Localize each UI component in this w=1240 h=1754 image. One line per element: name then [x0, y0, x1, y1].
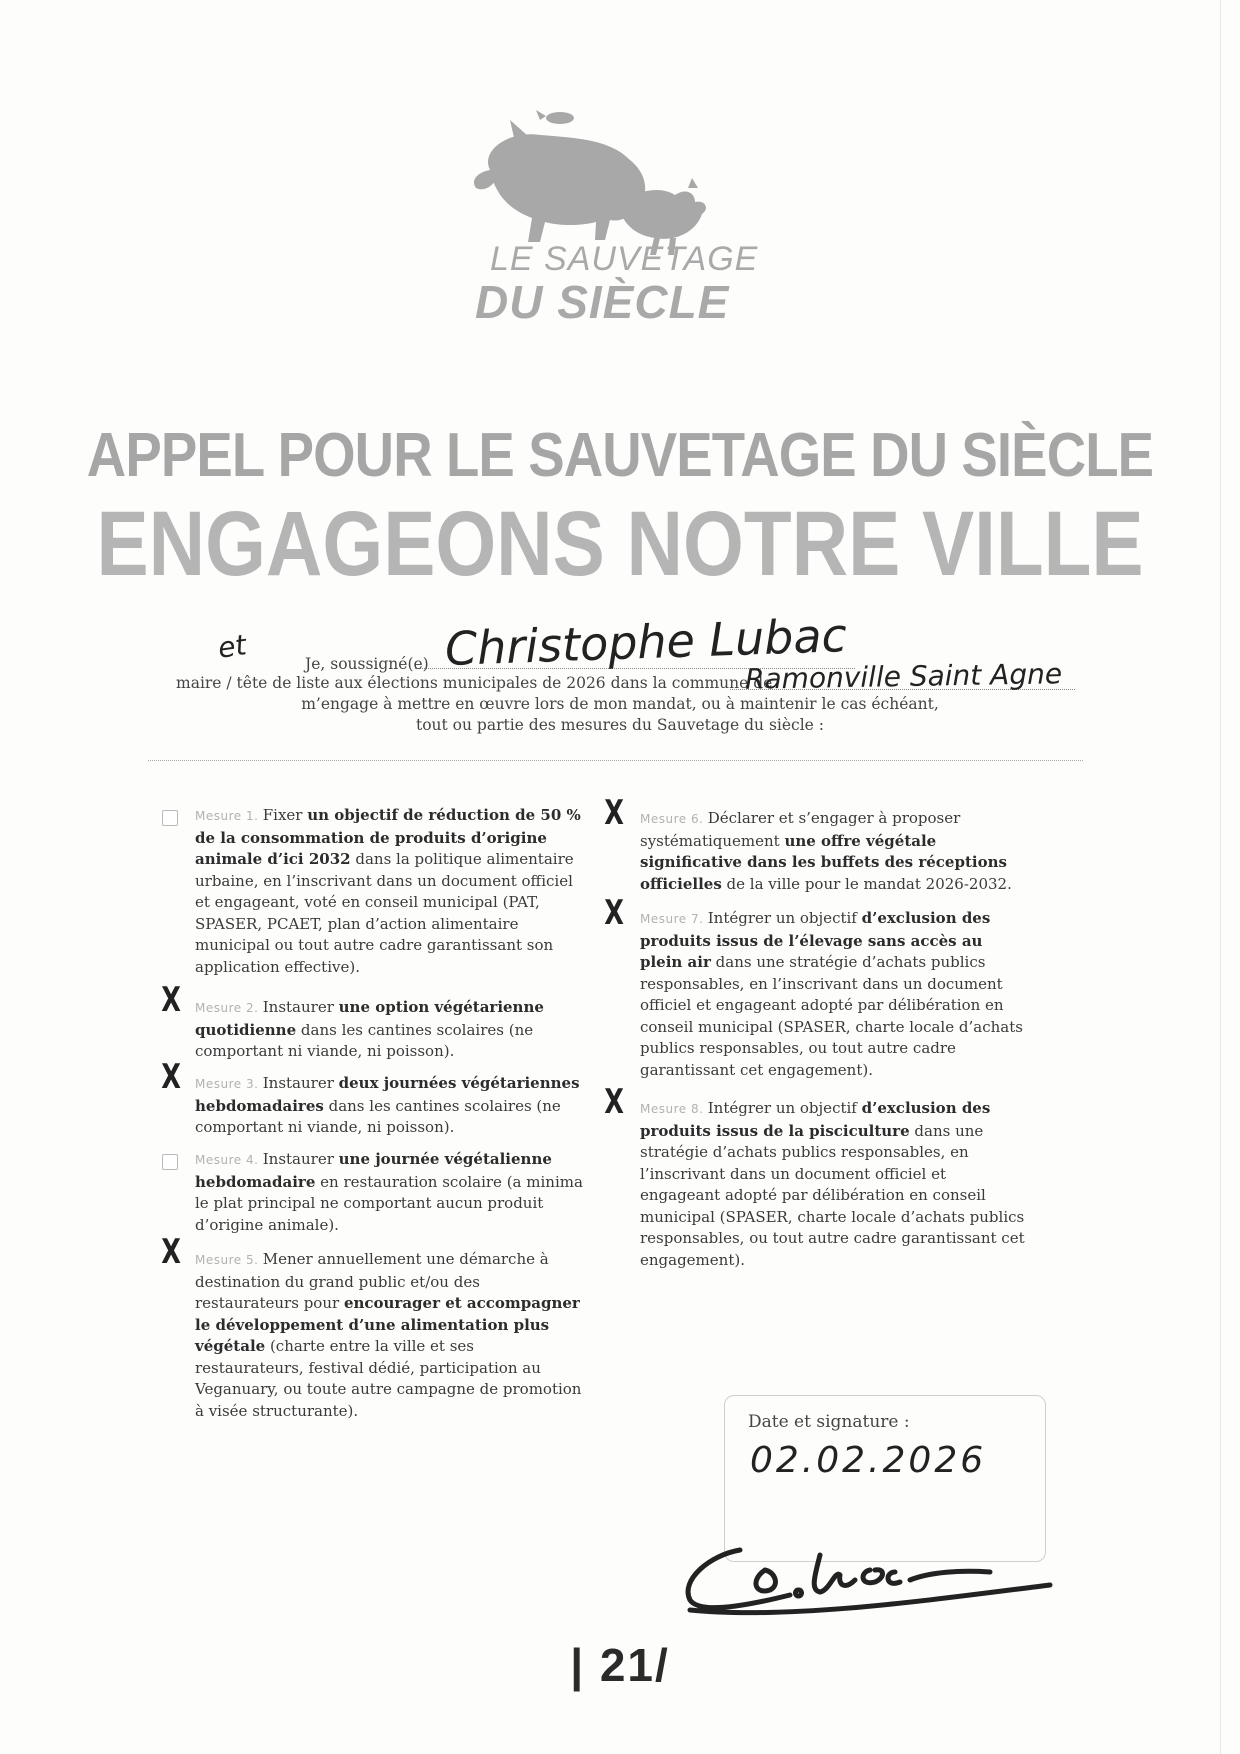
measure-number: Mesure 8.	[640, 1102, 708, 1116]
handwritten-et: et	[215, 628, 249, 665]
engagement-line-2: tout ou partie des mesures du Sauvetage du siècle :	[415, 716, 825, 734]
measure-number: Mesure 4.	[195, 1153, 263, 1167]
check-x-mark-icon[interactable]: X	[604, 893, 624, 933]
measure-emphasis: un objectif de réduction de 50 % de la consommation de produits d’origine animale d’ici 2032	[195, 806, 581, 868]
measure-text: dans les cantines scolaires (ne comportant ni viande, ni poisson).	[195, 1096, 561, 1136]
measure-text: dans la politique alimentaire urbaine, en l’inscrivant dans un document officiel et engageant, voté en conseil municipal (PAT, SPASER, PCAET, plan d’action alimentaire municipal ou tout autre cadre garantissant son application effective).	[195, 850, 574, 976]
logo-text-line-2: DU SIÈCLE	[475, 276, 730, 328]
measure-number: Mesure 3.	[195, 1077, 263, 1091]
measure-emphasis: une option végétarienne quotidienne	[195, 998, 544, 1039]
measure-text: Mener annuellement une démarche à destination du grand public et/ou des restaurateurs pour	[195, 1250, 549, 1312]
measure-1	[195, 805, 585, 978]
checkbox-empty[interactable]	[162, 1154, 178, 1170]
measure-2	[195, 997, 585, 1063]
measure-number: Mesure 5.	[195, 1253, 263, 1267]
measure-text: en restauration scolaire (a minima le plat principal ne comportant aucun produit d’origine animale).	[195, 1172, 583, 1234]
engagement-line: m’engage à mettre en œuvre lors de mon mandat, ou à maintenir le cas échéant,	[301, 695, 939, 713]
measure-6	[640, 808, 1025, 895]
checkbox-empty[interactable]	[162, 810, 178, 826]
check-x-mark-icon[interactable]: X	[161, 1232, 181, 1272]
logo-text-line-1: LE SAUVETAGE	[490, 240, 759, 278]
title-line-2: ENGAGEONS NOTRE VILLE	[96, 493, 1144, 595]
scan-edge-line	[1220, 0, 1221, 1754]
measure-emphasis: d’exclusion des produits issus de la pisciculture	[640, 1099, 991, 1140]
measure-text: dans une stratégie d’achats publics responsables, en l’inscrivant dans un document officiel et engageant adopté par délibération en conseil municipal (SPASER, charte locale d’achats publics responsables, ou tout autre cadre garantissant cet engagement).	[640, 1121, 1025, 1269]
page-number: | 21/	[570, 1639, 670, 1691]
handwritten-commune: Ramonville Saint Agne	[744, 657, 1063, 696]
measure-emphasis: d’exclusion des produits issus de l’élevage sans accès au plein air	[640, 909, 991, 971]
measure-text: Instaurer	[262, 1150, 339, 1168]
measure-5	[195, 1249, 585, 1422]
handwritten-signature	[670, 1510, 1070, 1620]
soussigne-label: Je, soussigné(e)	[305, 655, 429, 673]
measure-text: Intégrer un objectif	[707, 1099, 862, 1117]
title-line-1: APPEL POUR LE SAUVETAGE DU SIÈCLE	[86, 421, 1154, 490]
measure-4	[195, 1149, 585, 1236]
measure-text: Instaurer	[262, 1074, 339, 1092]
measure-7	[640, 908, 1025, 1081]
measure-emphasis: une offre végétale significative dans les buffets des réceptions officielles	[640, 831, 1007, 893]
measure-emphasis: une journée végétalienne hebdomadaire	[195, 1150, 552, 1191]
check-x-mark-icon[interactable]: X	[604, 1082, 624, 1122]
measure-number: Mesure 6.	[640, 812, 708, 826]
measure-text: Fixer	[262, 806, 308, 824]
measure-text: Intégrer un objectif	[707, 909, 862, 927]
measure-3	[195, 1073, 585, 1139]
measure-text: de la ville pour le mandat 2026-2032.	[721, 874, 1012, 893]
check-x-mark-icon[interactable]: X	[161, 980, 181, 1020]
maire-line: maire / tête de liste aux élections municipales de 2026 dans la commune de	[176, 674, 773, 692]
section-separator	[148, 760, 1083, 761]
measure-text: (charte entre la ville et ses restaurateurs, festival dédié, participation au Veganuary, ou toute autre campagne de promotion à visée structurante).	[195, 1337, 582, 1420]
measure-text: dans une stratégie d’achats publics responsables, en l’inscrivant dans un document officiel et engageant adopté par délibération en conseil municipal (SPASER, charte locale d’achats publics responsables, ou tout autre cadre garantissant cet engagement).	[640, 953, 1023, 1079]
check-x-mark-icon[interactable]: X	[161, 1057, 181, 1097]
handwritten-date: 02.02.2026	[750, 1440, 987, 1481]
measure-emphasis: encourager et accompagner le développement d’une alimentation plus végétale	[195, 1294, 580, 1355]
measure-text: dans les cantines scolaires (ne comportant ni viande, ni poisson).	[195, 1020, 534, 1060]
handwritten-name: Christophe Lubac	[444, 608, 848, 676]
measure-8	[640, 1098, 1025, 1271]
measure-number: Mesure 7.	[640, 912, 708, 926]
check-x-mark-icon[interactable]: X	[604, 793, 624, 833]
measure-number: Mesure 2.	[195, 1001, 263, 1015]
measure-text: Instaurer	[262, 998, 339, 1016]
signature-label: Date et signature :	[748, 1412, 910, 1432]
measure-emphasis: deux journées végétariennes hebdomadaires	[195, 1074, 580, 1115]
measure-number: Mesure 1.	[195, 809, 263, 823]
measure-text: Déclarer et s’engager à proposer systématiquement	[640, 809, 961, 850]
